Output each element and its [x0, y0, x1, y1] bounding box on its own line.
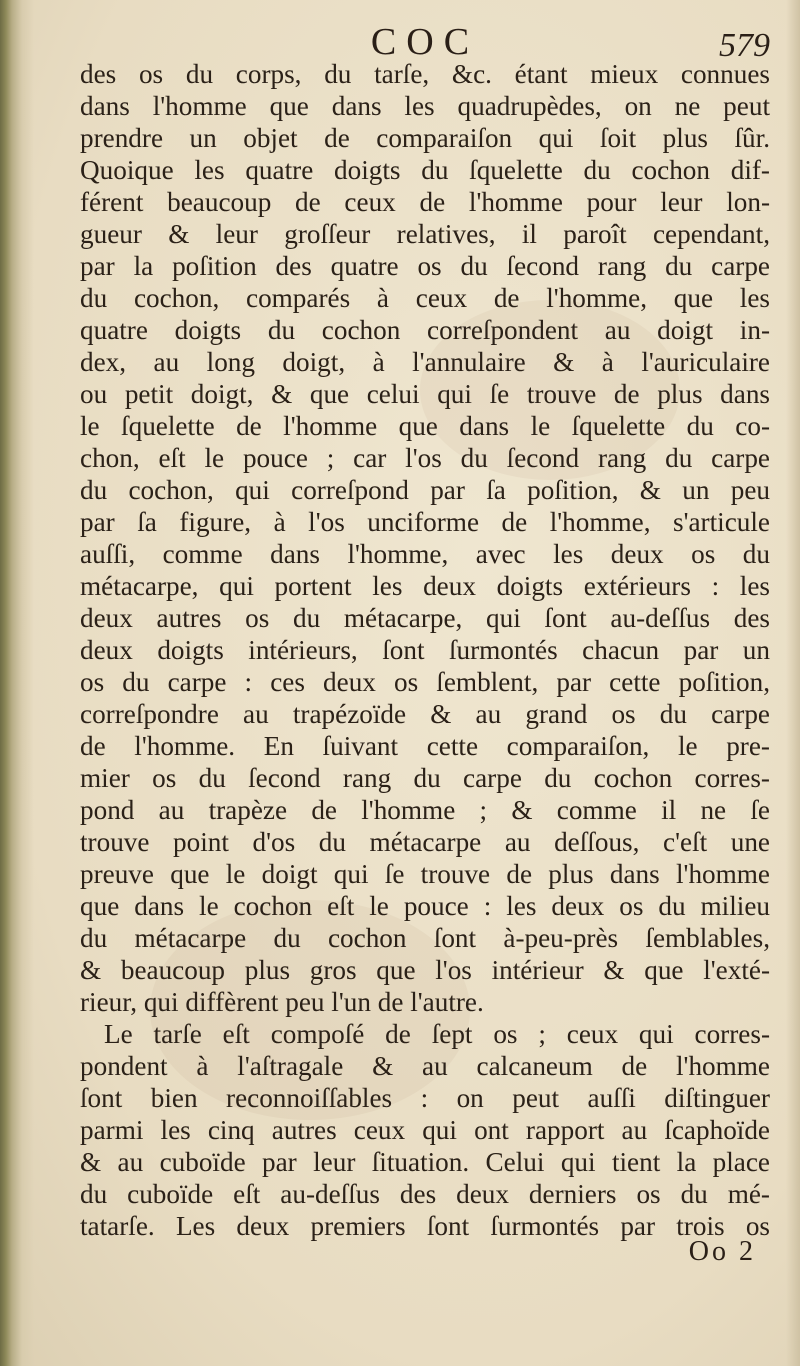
text-line: & au cuboïde par leur ſituation. Celui qui tient la place — [80, 1147, 770, 1177]
text-line: du métacarpe du cochon ſont à-peu-près ſemblables, — [80, 923, 770, 953]
text-line: férent beaucoup de ceux de l'homme pour leur lon- — [80, 187, 770, 217]
text-line: chon, eſt le pouce ; car l'os du ſecond rang du carpe — [80, 443, 770, 473]
text-line: correſpondre au trapézoïde & au grand os du carpe — [80, 699, 770, 729]
text-line: mier os du ſecond rang du carpe du cochon corres- — [80, 763, 770, 793]
text-line: parmi les cinq autres ceux qui ont rapport au ſcaphoïde — [80, 1115, 770, 1145]
text-line: par la poſition des quatre os du ſecond rang du carpe — [80, 251, 770, 281]
text-line: os du carpe : ces deux os ſemblent, par cette poſition, — [80, 667, 770, 697]
running-title: COC — [370, 21, 480, 63]
text-line: du cochon, qui correſpond par ſa poſition, & un peu — [80, 475, 770, 505]
binding-edge — [0, 0, 34, 1366]
text-line: du cochon, comparés à ceux de l'homme, que les — [80, 283, 770, 313]
signature-mark: Oo 2 — [688, 1236, 756, 1267]
text-line: de l'homme. En ſuivant cette comparaiſon, le pre- — [80, 731, 770, 761]
text-line: métacarpe, qui portent les deux doigts extérieurs : les — [80, 571, 770, 601]
body-text — [80, 58, 770, 1242]
text-line: par ſa figure, à l'os unciforme de l'homme, s'articule — [80, 507, 770, 537]
text-line: pondent à l'aſtragale & au calcaneum de l'homme — [80, 1051, 770, 1081]
text-line: trouve point d'os du métacarpe au deſſous, c'eſt une — [80, 827, 770, 857]
text-line: deux autres os du métacarpe, qui ſont au-deſſus des — [80, 603, 770, 633]
text-line: prendre un objet de comparaiſon qui ſoit plus ſûr. — [80, 123, 770, 153]
text-line: que dans le cochon eſt le pouce : les deux os du milieu — [80, 891, 770, 921]
text-line: du cuboïde eſt au-deſſus des deux derniers os du mé- — [80, 1179, 770, 1209]
page-number: 579 — [719, 27, 770, 64]
paragraph-start-line: Le tarſe eſt compoſé de ſept os ; ceux qui corres- — [104, 1019, 770, 1049]
text-line: & beaucoup plus gros que l'os intérieur & que l'exté- — [80, 955, 770, 985]
text-line: des os du corps, du tarſe, &c. étant mieux connues — [80, 59, 770, 89]
text-line: ſont bien reconnoiſſables : on peut auſſi diſtinguer — [80, 1083, 770, 1113]
text-line: dex, au long doigt, à l'annulaire & à l'auriculaire — [80, 347, 770, 377]
text-line: dans l'homme que dans les quadrupèdes, on ne peut — [80, 91, 770, 121]
text-line: Quoique les quatre doigts du ſquelette du cochon dif- — [80, 155, 770, 185]
text-line: rieur, qui diffèrent peu l'un de l'autre. — [80, 987, 484, 1017]
text-line: ou petit doigt, & que celui qui ſe trouve de plus dans — [80, 379, 770, 409]
page-edge-right — [786, 0, 800, 1366]
text-line: deux doigts intérieurs, ſont ſurmontés chacun par un — [80, 635, 770, 665]
text-line: gueur & leur groſſeur relatives, il paroît cependant, — [80, 219, 770, 249]
text-line: pond au trapèze de l'homme ; & comme il ne ſe — [80, 795, 770, 825]
text-line: quatre doigts du cochon correſpondent au doigt in- — [80, 315, 770, 345]
text-line: auſſi, comme dans l'homme, avec les deux os du — [80, 539, 770, 569]
text-line: tatarſe. Les deux premiers ſont ſurmontés par trois os — [80, 1211, 770, 1241]
text-line: preuve que le doigt qui ſe trouve de plus dans l'homme — [80, 859, 770, 889]
text-line: le ſquelette de l'homme que dans le ſquelette du co- — [80, 411, 770, 441]
